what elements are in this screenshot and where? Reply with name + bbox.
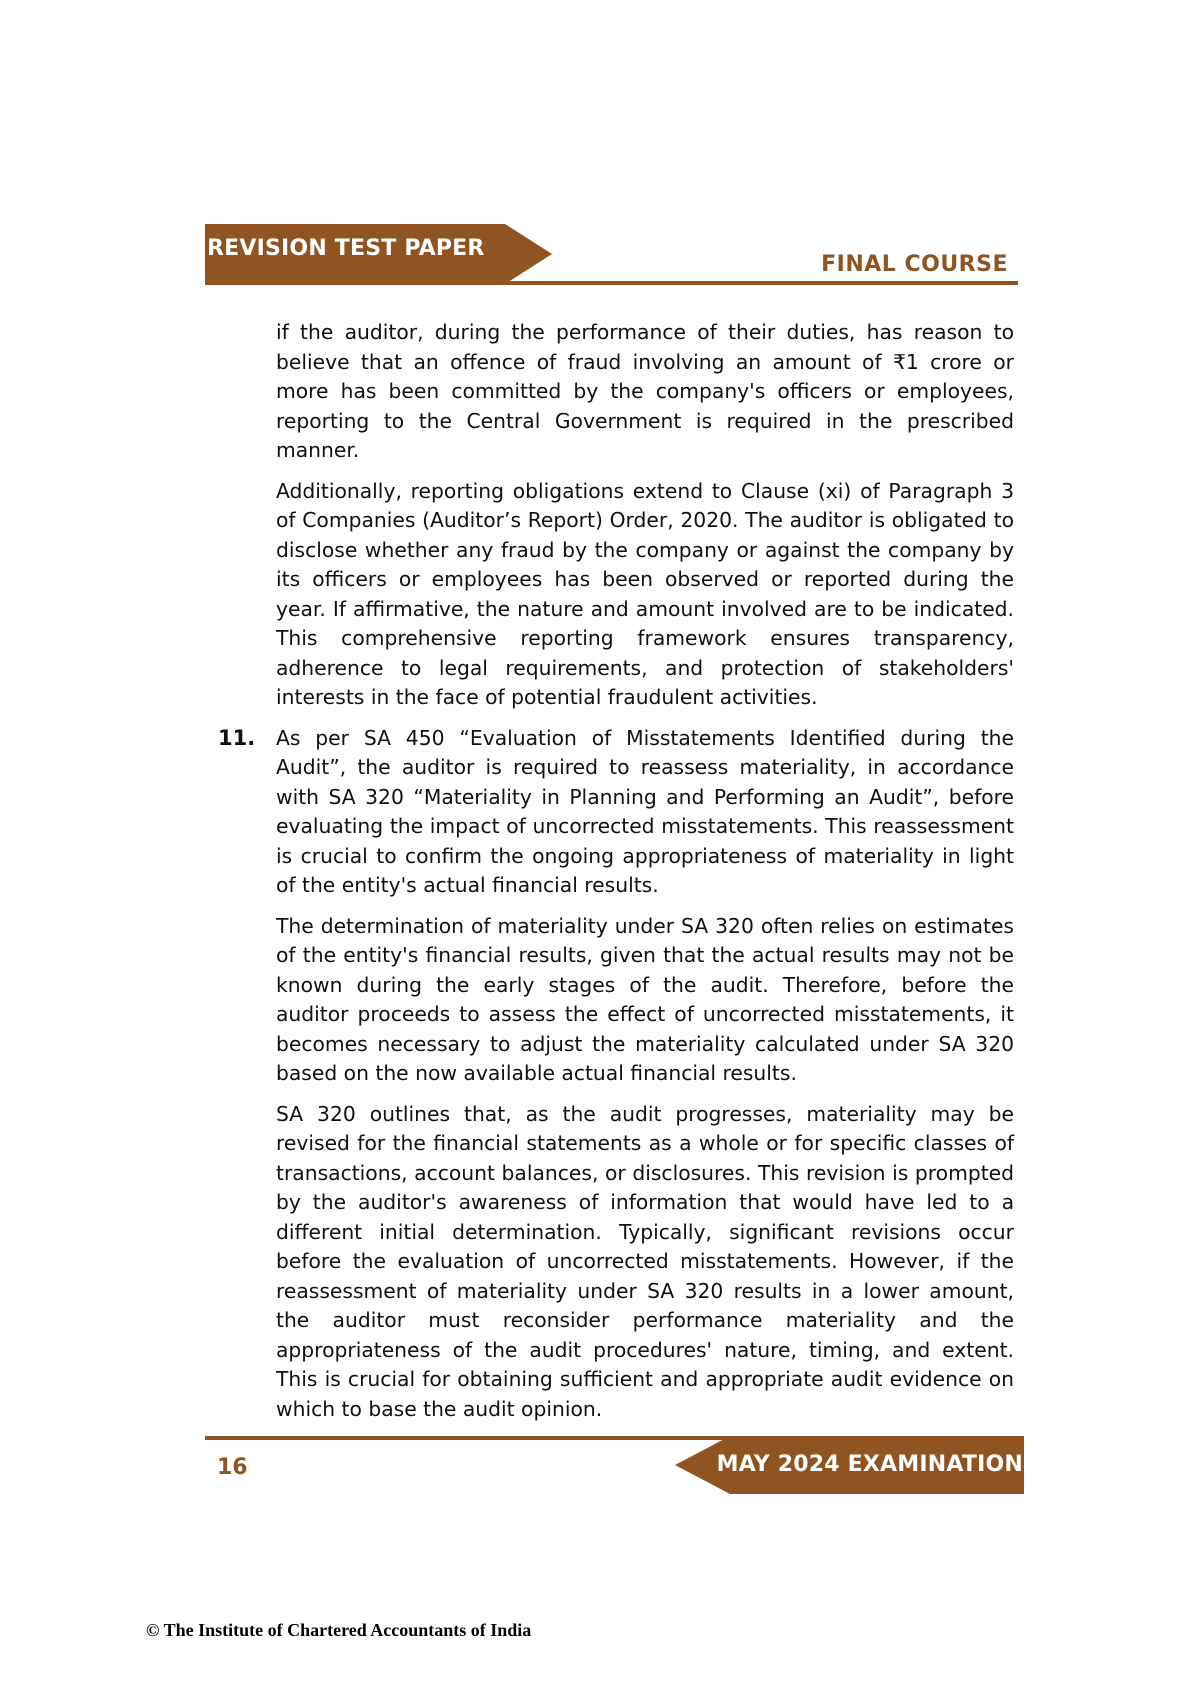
copyright-notice: © The Institute of Chartered Accountants of India [146,1620,532,1640]
answer-paragraph: As per SA 450 “Evaluation of Misstatements Identified during the Audit”, the auditor is required to reassess materiality, in accordance with SA 320 “Materiality in Planning and Performing an Audit”, before evaluating the impact of uncorrected misstatements. This reassessment is crucial to confirm the ongoing appropriateness of materiality in light of the entity's actual financial results. [276,725,1014,897]
answer-paragraph: The determination of materiality under SA 320 often relies on estimates of the entity's financial results, given that the actual results may not be known during the early stages of the audit. Therefore, before the auditor proceeds to assess the effect of uncorrected misstatements, it becomes necessary to adjust the materiality calculated under SA 320 based on the now available actual financial results. [276,913,1014,1085]
body-paragraph: Additionally, reporting obligations extend to Clause (xi) of Paragraph 3 of Companies (Auditor’s Report) Order, 2020. The auditor is obligated to disclose whether any fraud by the company or against the company by its officers or employees has been observed or reported during the year. If affirmative, the nature and amount involved are to be indicated. This comprehensive reporting framework ensures transparency, adherence to legal requirements, and protection of stakeholders' interests in the face of potential fraudulent activities. [276,478,1014,709]
page-body [218,318,1014,1435]
question-number: 11. [218,725,256,750]
exam-label: MAY 2024 EXAMINATION [716,1452,1023,1477]
header-title: REVISION TEST PAPER [207,236,485,261]
course-label: FINAL COURSE [821,252,1008,277]
body-paragraph: if the auditor, during the performance of their duties, has reason to believe that an offence of fraud involving an amount of ₹1 crore or more has been committed by the company's officers or employees, reporting to the Central Government is required in the prescribed manner. [276,320,1014,462]
answer-paragraph: SA 320 outlines that, as the audit progresses, materiality may be revised for the financial statements as a whole or for specific classes of transactions, account balances, or disclosures. This revision is prompted by the auditor's awareness of information that would have led to a different initial determination. Typically, significant revisions occur before the evaluation of uncorrected misstatements. However, if the reassessment of materiality under SA 320 results in a lower amount, the auditor must reconsider performance materiality and the appropriateness of the audit procedures' nature, timing, and extent. This is crucial for obtaining sufficient and appropriate audit evidence on which to base the audit opinion. [276,1101,1014,1421]
question-11-answer [218,724,1014,901]
header-divider [205,281,1018,285]
page-number: 16 [217,1455,248,1480]
